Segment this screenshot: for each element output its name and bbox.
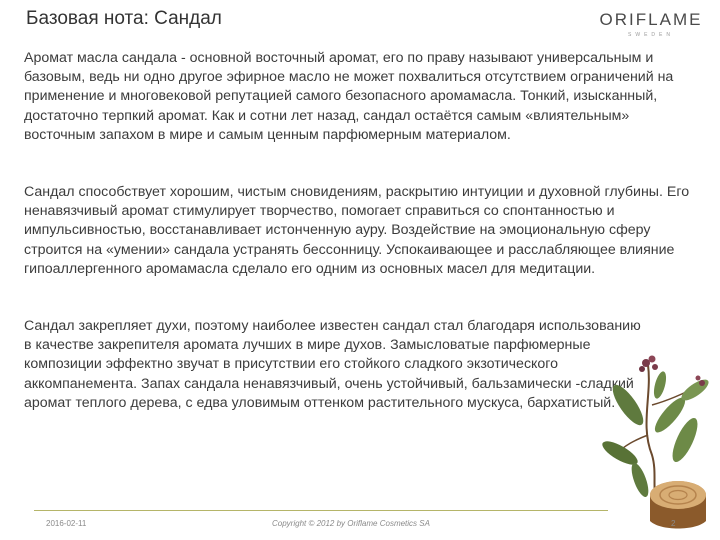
logo-wordmark: ORIFLAME xyxy=(599,10,703,29)
paragraph-perfumery: Сандал закрепляет духи, поэтому наиболее известен сандал стал благодаря использованию в качестве закрепителя аромата лучших в мире духов. Замысловатые парфюмерные композиции эффектно звучат в присутствии его стойкого сладкого экзотического аккомпанемента. Запах сандала ненавязчивый, очень устойчивый, бальзамически -сладкий аромат теплого дерева, с едва уловимым оттенком растительного мускуса, бархатистый. xyxy=(24,318,641,411)
page-number: 2 xyxy=(671,519,676,528)
paragraph-intro: Аромат масла сандала - основной восточный аромат, его по праву называют универсальным и базовым, ведь ни одно другое эфирное масло не может похвалиться отсутствием ограничений на применение и многовековой репутацией самого безопасного аромамасла. Тонкий, изысканный, достаточно терпкий аромат. Как и сотни лет назад, сандал остаётся самым «влиятельным» восточным запахом в мире и самым ценным парфюмерным материалом. xyxy=(24,50,674,143)
sandalwood-plant-illustration xyxy=(600,345,715,535)
footer-date: 2016-02-11 xyxy=(46,519,87,528)
footer-divider xyxy=(34,510,608,511)
footer-copyright: Copyright © 2012 by Oriflame Cosmetics SA xyxy=(272,519,430,528)
oriflame-logo xyxy=(592,10,710,44)
logo-subtitle: SWEDEN xyxy=(628,32,674,38)
paragraph-effects: Сандал способствует хорошим, чистым сновидениям, раскрытию интуиции и духовной глубины. Его ненавязчивый аромат стимулирует творчество, помогает справиться со спонтанностью и импульсивностью, восстанавливает истонченную ауру. Воздействие на эмоциональную сферу строится на «умении» сандала устранять бессонницу. Успокаивающее и расслабляющее влияние гипоаллергенного аромамасла сделало его одним из основных масел для медитации. xyxy=(24,184,690,277)
slide-title: Базовая нота: Сандал xyxy=(26,8,222,29)
